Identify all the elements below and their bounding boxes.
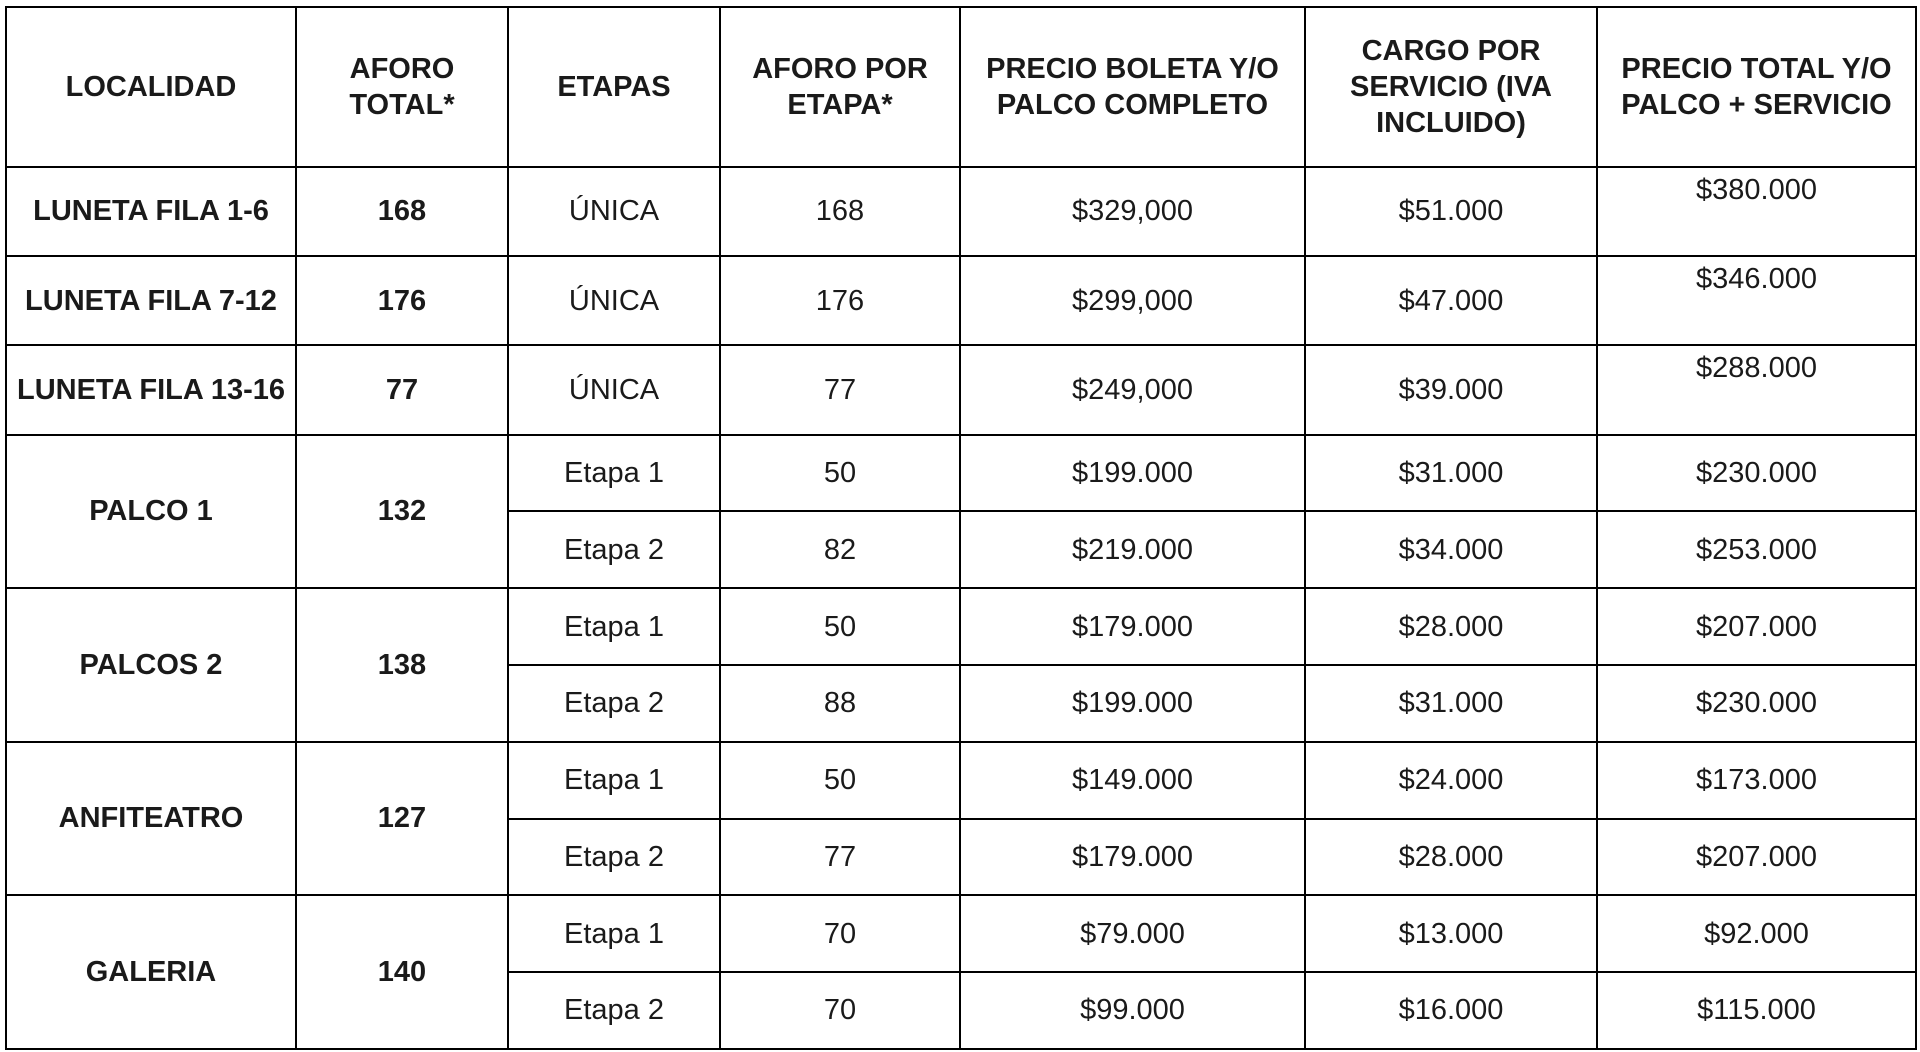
- localidad-cell: LUNETA FILA 7-12: [6, 256, 296, 345]
- table-row: [6, 345, 1916, 434]
- aforo-total-cell: 127: [296, 742, 508, 896]
- total-cell: $230.000: [1597, 435, 1916, 512]
- aforo-total-cell: 176: [296, 256, 508, 345]
- precio-cell: $99.000: [960, 972, 1305, 1049]
- aforo-etapa-cell: 77: [720, 345, 960, 434]
- precio-cell: $79.000: [960, 895, 1305, 972]
- aforo-total-cell: 132: [296, 435, 508, 589]
- precio-cell: $249,000: [960, 345, 1305, 434]
- cargo-cell: $31.000: [1305, 665, 1597, 742]
- table-row: [6, 167, 1916, 256]
- precio-cell: $199.000: [960, 665, 1305, 742]
- etapa-cell: ÚNICA: [508, 167, 720, 256]
- aforo-total-cell: 168: [296, 167, 508, 256]
- aforo-etapa-cell: 77: [720, 819, 960, 896]
- total-cell: $207.000: [1597, 819, 1916, 896]
- header-etapas: ETAPAS: [508, 7, 720, 167]
- aforo-etapa-cell: 168: [720, 167, 960, 256]
- table-row: [6, 742, 1916, 819]
- etapa-cell: ÚNICA: [508, 345, 720, 434]
- aforo-etapa-cell: 70: [720, 895, 960, 972]
- aforo-etapa-cell: 50: [720, 742, 960, 819]
- etapa-cell: Etapa 2: [508, 972, 720, 1049]
- cargo-cell: $28.000: [1305, 588, 1597, 665]
- aforo-etapa-cell: 82: [720, 511, 960, 588]
- aforo-etapa-cell: 50: [720, 588, 960, 665]
- etapa-cell: Etapa 1: [508, 742, 720, 819]
- etapa-cell: Etapa 2: [508, 665, 720, 742]
- pricing-table: [5, 6, 1917, 1050]
- etapa-cell: Etapa 1: [508, 895, 720, 972]
- localidad-cell: GALERIA: [6, 895, 296, 1049]
- precio-cell: $149.000: [960, 742, 1305, 819]
- table-row: [6, 895, 1916, 972]
- etapa-cell: Etapa 2: [508, 819, 720, 896]
- total-cell: $92.000: [1597, 895, 1916, 972]
- pricing-table-container: [5, 6, 1915, 1050]
- header-cargo-servicio: CARGO POR SERVICIO (IVA INCLUIDO): [1305, 7, 1597, 167]
- header-localidad: LOCALIDAD: [6, 7, 296, 167]
- aforo-etapa-cell: 176: [720, 256, 960, 345]
- total-cell: $288.000: [1597, 345, 1916, 434]
- total-cell: $115.000: [1597, 972, 1916, 1049]
- header-precio-total: PRECIO TOTAL Y/O PALCO + SERVICIO: [1597, 7, 1916, 167]
- total-cell: $346.000: [1597, 256, 1916, 345]
- precio-cell: $179.000: [960, 588, 1305, 665]
- cargo-cell: $16.000: [1305, 972, 1597, 1049]
- aforo-total-cell: 138: [296, 588, 508, 742]
- cargo-cell: $31.000: [1305, 435, 1597, 512]
- total-cell: $173.000: [1597, 742, 1916, 819]
- localidad-cell: PALCO 1: [6, 435, 296, 589]
- precio-cell: $219.000: [960, 511, 1305, 588]
- total-cell: $253.000: [1597, 511, 1916, 588]
- aforo-total-cell: 77: [296, 345, 508, 434]
- precio-cell: $179.000: [960, 819, 1305, 896]
- localidad-cell: LUNETA FILA 1-6: [6, 167, 296, 256]
- header-row: [6, 7, 1916, 167]
- precio-cell: $299,000: [960, 256, 1305, 345]
- header-aforo-por-etapa: AFORO POR ETAPA*: [720, 7, 960, 167]
- cargo-cell: $51.000: [1305, 167, 1597, 256]
- localidad-cell: ANFITEATRO: [6, 742, 296, 896]
- header-precio-boleta: PRECIO BOLETA Y/O PALCO COMPLETO: [960, 7, 1305, 167]
- total-cell: $380.000: [1597, 167, 1916, 256]
- cargo-cell: $24.000: [1305, 742, 1597, 819]
- cargo-cell: $34.000: [1305, 511, 1597, 588]
- table-row: [6, 256, 1916, 345]
- precio-cell: $199.000: [960, 435, 1305, 512]
- total-cell: $230.000: [1597, 665, 1916, 742]
- etapa-cell: Etapa 1: [508, 588, 720, 665]
- table-row: [6, 588, 1916, 665]
- etapa-cell: ÚNICA: [508, 256, 720, 345]
- total-cell: $207.000: [1597, 588, 1916, 665]
- aforo-etapa-cell: 70: [720, 972, 960, 1049]
- precio-cell: $329,000: [960, 167, 1305, 256]
- header-aforo-total: AFORO TOTAL*: [296, 7, 508, 167]
- cargo-cell: $47.000: [1305, 256, 1597, 345]
- table-row: [6, 435, 1916, 512]
- etapa-cell: Etapa 2: [508, 511, 720, 588]
- aforo-etapa-cell: 50: [720, 435, 960, 512]
- aforo-etapa-cell: 88: [720, 665, 960, 742]
- localidad-cell: LUNETA FILA 13-16: [6, 345, 296, 434]
- localidad-cell: PALCOS 2: [6, 588, 296, 742]
- aforo-total-cell: 140: [296, 895, 508, 1049]
- cargo-cell: $28.000: [1305, 819, 1597, 896]
- cargo-cell: $39.000: [1305, 345, 1597, 434]
- cargo-cell: $13.000: [1305, 895, 1597, 972]
- etapa-cell: Etapa 1: [508, 435, 720, 512]
